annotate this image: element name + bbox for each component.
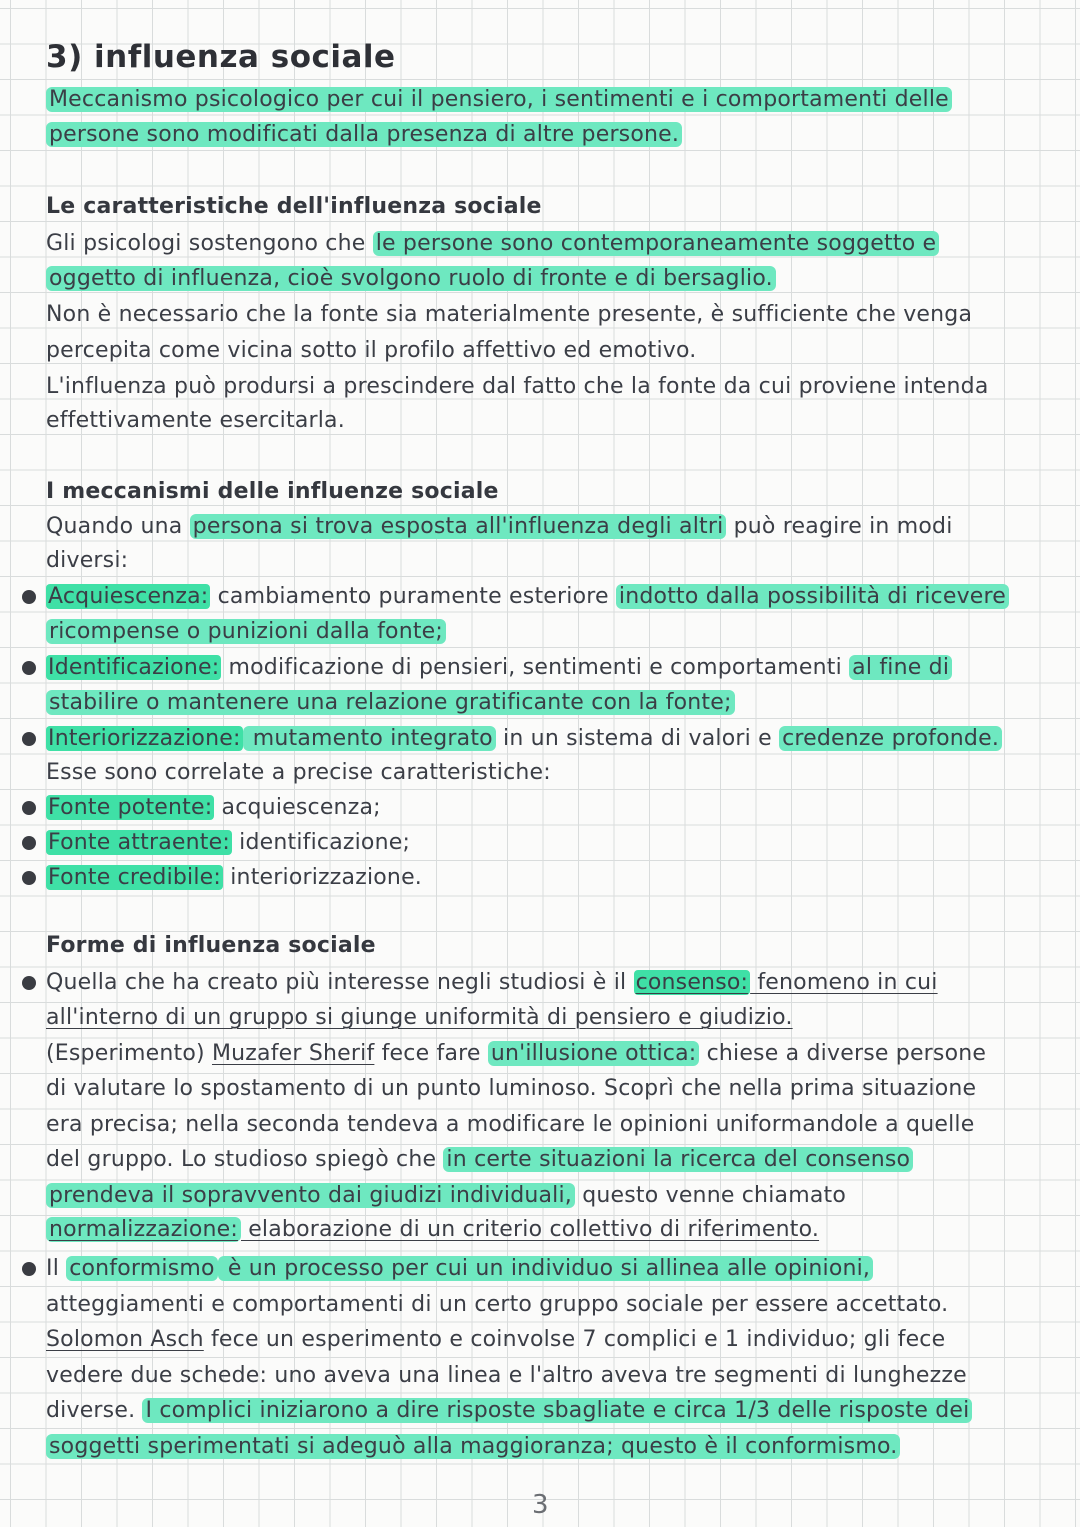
asch-line-1: Solomon Asch fece un esperimento e coinvolse 7 complici e 1 individuo; gli fece bbox=[46, 1327, 946, 1352]
sherif-line-5: prendeva il sopravvento dai giudizi individuali, questo venne chiamato bbox=[46, 1181, 846, 1211]
bullet-dot bbox=[22, 1262, 36, 1276]
page-number: 3 bbox=[532, 1490, 549, 1520]
asch-line-4: soggetti sperimentati si adeguò alla maggioranza; questo è il conformismo. bbox=[46, 1432, 900, 1462]
interiorizzazione-line: Interiorizzazione: mutamento integrato in un sistema di valori e credenze profonde. bbox=[46, 724, 1002, 754]
fonte-credibile-line: Fonte credibile: interiorizzazione. bbox=[48, 865, 423, 890]
sherif-line-3: era precisa; nella seconda tendeva a modificare le opinioni uniformandole a quelle bbox=[46, 1112, 975, 1137]
bullet-dot bbox=[22, 661, 36, 675]
characteristics-line-4: percepita come vicina sotto il profilo affettivo ed emotivo. bbox=[46, 338, 697, 363]
acquiescenza-line-2: ricompense o punizioni dalla fonte; bbox=[46, 617, 446, 647]
characteristics-line-5: L'influenza può prodursi a prescindere dal fatto che la fonte da cui proviene intenda bbox=[46, 374, 989, 399]
forms-heading: Forme di influenza sociale bbox=[46, 933, 376, 958]
characteristics-line-6: effettivamente esercitarla. bbox=[46, 408, 345, 433]
correlation-line: Esse sono correlate a precise caratteristiche: bbox=[46, 760, 551, 785]
consenso-line-2: all'interno di un gruppo si giunge uniformità di pensiero e giudizio. bbox=[46, 1005, 793, 1030]
characteristics-line-2: oggetto di influenza, cioè svolgono ruolo di fronte e di bersaglio. bbox=[46, 264, 776, 294]
conformismo-line-2: atteggiamenti e comportamenti di un certo gruppo sociale per essere accettato. bbox=[46, 1292, 949, 1317]
mechanisms-heading: I meccanismi delle influenze sociale bbox=[46, 479, 499, 504]
definition-line-1: Meccanismo psicologico per cui il pensiero, i sentimenti e i comportamenti delle bbox=[46, 85, 952, 115]
acquiescenza-line-1: Acquiescenza: cambiamento puramente esteriore indotto dalla possibilità di ricevere bbox=[46, 582, 1009, 612]
bullet-dot bbox=[22, 732, 36, 746]
sherif-line-2: di valutare lo spostamento di un punto luminoso. Scoprì che nella prima situazione bbox=[46, 1076, 977, 1101]
sherif-line-1: (Esperimento) Muzafer Sherif fece fare un'illusione ottica: chiese a diverse persone bbox=[46, 1041, 987, 1066]
page-title: 3) influenza sociale bbox=[46, 39, 396, 75]
definition-line-2: persone sono modificati dalla presenza di altre persone. bbox=[46, 120, 682, 150]
identificazione-line-1: Identificazione: modificazione di pensieri, sentimenti e comportamenti al fine di bbox=[46, 653, 952, 683]
bullet-dot bbox=[22, 590, 36, 604]
bullet-dot bbox=[22, 976, 36, 990]
bullet-dot bbox=[22, 871, 36, 885]
identificazione-line-2: stabilire o mantenere una relazione gratificante con la fonte; bbox=[46, 688, 735, 718]
asch-line-2: vedere due schede: uno aveva una linea e l'altro aveva tre segmenti di lunghezze bbox=[46, 1363, 967, 1388]
asch-line-3: diverse. I complici iniziarono a dire risposte sbagliate e circa 1/3 delle risposte dei bbox=[46, 1396, 972, 1426]
fonte-potente-line: Fonte potente: acquiescenza; bbox=[48, 795, 381, 820]
consenso-line-1: Quella che ha creato più interesse negli studiosi è il consenso: fenomeno in cui bbox=[46, 970, 938, 995]
characteristics-heading: Le caratteristiche dell'influenza sociale bbox=[46, 194, 542, 219]
characteristics-line-3: Non è necessario che la fonte sia materialmente presente, è sufficiente che venga bbox=[46, 302, 973, 327]
mechanisms-intro-line-1: Quando una persona si trova esposta all'influenza degli altri può reagire in modi bbox=[46, 514, 953, 539]
sherif-line-4: del gruppo. Lo studioso spiegò che in certe situazioni la ricerca del consenso bbox=[46, 1145, 913, 1175]
sherif-line-6: normalizzazione: elaborazione di un criterio collettivo di riferimento. bbox=[46, 1215, 819, 1245]
conformismo-line-1: Il conformismo è un processo per cui un individuo si allinea alle opinioni, bbox=[46, 1254, 873, 1284]
bullet-dot bbox=[22, 836, 36, 850]
mechanisms-intro-line-2: diversi: bbox=[46, 548, 129, 573]
bullet-dot bbox=[22, 801, 36, 815]
fonte-attraente-line: Fonte attraente: identificazione; bbox=[48, 830, 411, 855]
characteristics-line-1: Gli psicologi sostengono che le persone sono contemporaneamente soggetto e bbox=[46, 229, 939, 259]
